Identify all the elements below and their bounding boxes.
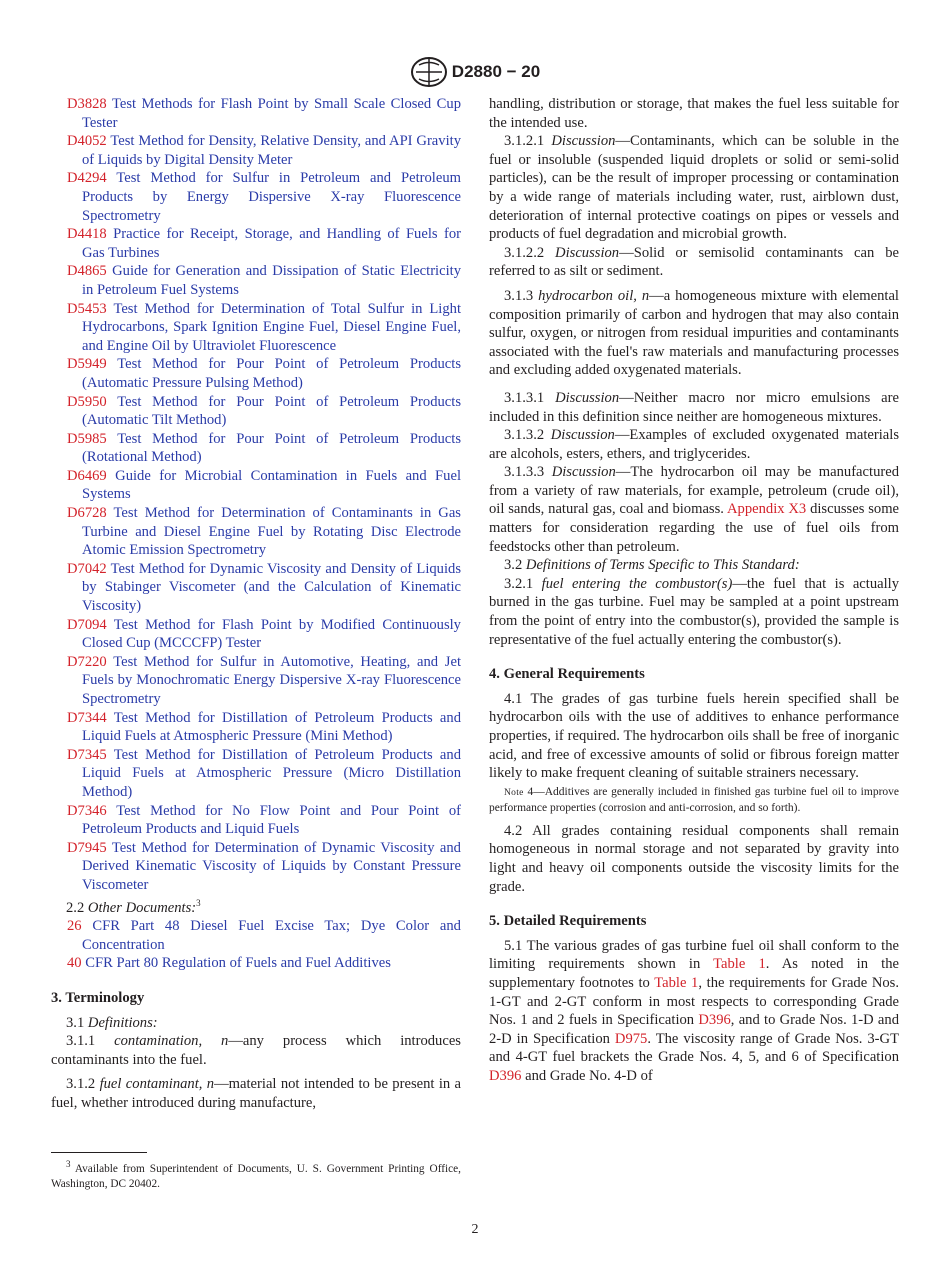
discussion-3-1-3-3	[489, 463, 899, 556]
standard-link[interactable]: D396	[489, 1067, 522, 1084]
discussion-label: Discussion	[555, 244, 620, 261]
reference-code[interactable]: D5985	[67, 430, 107, 447]
section-number: 3.1.2	[66, 1076, 96, 1093]
detailed-requirements-heading: 5. Detailed Requirements	[489, 913, 647, 930]
reference-title[interactable]: Test Method for Flash Point by Modified Continuously Closed Cup (MCCCFP) Tester	[82, 616, 461, 652]
reference-title[interactable]: Test Method for Sulfur in Automotive, Heating, and Jet Fuels by Monochromatic Energy Dispersive X-ray Fluorescence Spectrometry	[82, 653, 461, 707]
reference-item[interactable]	[51, 430, 461, 467]
reference-item[interactable]	[51, 262, 461, 299]
reference-item[interactable]	[51, 300, 461, 356]
discussion-label: Discussion	[555, 389, 620, 406]
other-document-item[interactable]	[51, 954, 461, 973]
discussion-label: Discussion	[550, 427, 615, 444]
section-number: 3.1.3.3	[504, 464, 545, 481]
reference-code[interactable]: D3828	[67, 96, 107, 112]
reference-code[interactable]: D7345	[67, 746, 107, 763]
reference-code[interactable]: D7344	[67, 709, 107, 726]
reference-title[interactable]: Test Method for Sulfur in Petroleum and Petroleum Products by Energy Dispersive X-ray Fluorescence Spectrometry	[82, 170, 461, 224]
term: hydrocarbon oil, n	[538, 287, 650, 304]
references-list	[51, 95, 461, 895]
designation: D2880 − 20	[451, 62, 541, 81]
note-4	[489, 785, 899, 816]
paragraph-text: The grades of gas turbine fuels herein specified shall be hydrocarbon oils with the use of additives to enhance performance properties, if required. The hydrocarbon oils shall be free of inorganic acid, and free of excessive amounts of solid or fibrous foreign matter likely to make frequent cleaning of suitable strainers necessary.	[489, 690, 899, 782]
footnote-mark: 3	[66, 1159, 71, 1170]
reference-item[interactable]	[51, 355, 461, 392]
reference-title[interactable]: CFR Part 80 Regulation of Fuels and Fuel Additives	[85, 955, 391, 972]
paragraph-text: , the requirements for Grade Nos. 1-GT and 2-GT conform in most respects to corresponding Grade Nos. 1 and 2 fuels in Specification	[489, 974, 899, 1029]
right-column	[489, 95, 899, 1086]
reference-item[interactable]	[51, 709, 461, 746]
discussion-text: —Contaminants, which can be soluble in the fuel or insoluble (suspended liquid droplets or solid or semi-solid particles), can be the result of improper processing or contamination by a wide range of materials including water, rust, airblown dust, deterioration of internal protective coatings on pipes or vessels and products of fuel degradation and microbial growth.	[489, 133, 900, 243]
reference-code[interactable]: D4294	[67, 170, 107, 187]
reference-code[interactable]: D6728	[67, 505, 107, 522]
standard-link[interactable]: D975	[614, 1030, 648, 1047]
reference-title[interactable]: Test Method for Determination of Contaminants in Gas Turbine and Diesel Engine Fuel by Rotating Disc Electrode Atomic Emission Spectrometry	[82, 505, 461, 559]
definition-fuel-contaminant	[51, 1075, 461, 1112]
note-number: 4	[527, 785, 534, 798]
section-number: 3.2.1	[504, 575, 534, 592]
reference-item[interactable]	[51, 802, 461, 839]
paragraph-text: . As noted in the supplementary footnotes to	[489, 956, 899, 991]
reference-code[interactable]: D5453	[67, 300, 107, 317]
section-number: 4.1	[504, 690, 523, 707]
reference-item[interactable]	[51, 169, 461, 225]
reference-code[interactable]: D4052	[67, 133, 107, 150]
reference-title[interactable]: Guide for Generation and Dissipation of Static Electricity in Petroleum Fuel Systems	[82, 263, 461, 298]
section-number: 3.2	[504, 557, 523, 574]
left-column	[51, 95, 461, 1112]
discussion-3-1-3-1	[489, 389, 899, 426]
term: contamination, n	[114, 1033, 229, 1050]
discussion-text: —Examples of excluded oxygenated materials are alcohols, esters, ethers, and triglycerides.	[489, 427, 899, 462]
reference-title[interactable]: Test Method for No Flow Point and Pour Point of Petroleum Products and Liquid Fuels	[82, 802, 461, 838]
paragraph-4-2	[489, 822, 899, 896]
reference-title[interactable]: Test Method for Determination of Dynamic Viscosity and Derived Kinematic Viscosity of Liquids by Constant Pressure Viscometer	[82, 839, 461, 893]
reference-item[interactable]	[51, 225, 461, 262]
reference-code[interactable]: D7094	[67, 616, 107, 633]
section-number: 2.2	[66, 899, 85, 916]
section-number: 3.1.3	[504, 287, 534, 304]
page-number: 2	[471, 1222, 479, 1237]
reference-code[interactable]: D5949	[67, 356, 107, 373]
reference-item[interactable]	[51, 746, 461, 802]
reference-item[interactable]	[51, 393, 461, 430]
reference-code[interactable]: D4865	[67, 263, 107, 280]
section-number: 4.2	[504, 822, 523, 839]
definition-text: —a homogeneous mixture with elemental composition primarily of carbon and hydrogen that may also contain sulfur, oxygen, or nitrogen from residual impurities and contaminants associated with the fuel's raw materials and manufacturing processes and excluding added oxygenated materials.	[489, 287, 899, 379]
definitions-heading	[51, 1014, 461, 1033]
general-requirements-heading: 4. General Requirements	[489, 666, 645, 683]
reference-item[interactable]	[51, 504, 461, 560]
paragraph-text: and Grade No. 4-D of	[525, 1067, 653, 1084]
section-number: 3.1.1	[66, 1033, 96, 1050]
reference-item[interactable]	[51, 616, 461, 653]
other-document-item[interactable]	[51, 917, 461, 954]
discussion-label: Discussion	[551, 133, 616, 150]
discussion-label: Discussion	[551, 464, 616, 481]
reference-code[interactable]: D7346	[67, 802, 107, 819]
appendix-link[interactable]: Appendix X3	[726, 501, 807, 518]
discussion-text: discusses some matters for consideration regarding the use of fuel oils from feedstocks other than petroleum.	[489, 501, 900, 555]
section-number: 3.1.3.1	[504, 389, 545, 406]
reference-code[interactable]: D7042	[67, 560, 107, 577]
section-number: 3.1.2.2	[504, 244, 545, 261]
paragraph-4-1	[489, 690, 899, 783]
paragraph-5-1	[489, 937, 899, 1086]
reference-code[interactable]: D7945	[67, 839, 107, 856]
page-header	[0, 56, 950, 88]
definition-text: —the fuel that is actually burned in the gas turbine. Fuel may be sampled at a point upstream from the point of entry into the combustor(s), provided the sample is representative of the fuel actually entering the combustor(s).	[489, 575, 900, 648]
footnote-rule	[51, 1152, 147, 1153]
paragraph-text: All grades containing residual components shall remain homogeneous in normal storage and not separated by gravity into light and heavy oil components outside the viscosity limits for the grade.	[489, 822, 899, 895]
reference-item[interactable]	[51, 653, 461, 709]
reference-title[interactable]: Test Method for Distillation of Petroleum Products and Liquid Fuels at Atmospheric Pressure (Mini Method)	[82, 709, 461, 745]
definition-contamination	[51, 1032, 461, 1069]
section-title: Other Documents:	[87, 899, 197, 916]
reference-item[interactable]	[51, 560, 461, 616]
table-link[interactable]: Table 1	[654, 974, 699, 991]
astm-logo-icon	[410, 56, 448, 88]
section-number: 3.1.3.2	[504, 427, 545, 444]
reference-title[interactable]: Test Method for Pour Point of Petroleum Products (Automatic Pressure Pulsing Method)	[82, 356, 462, 391]
term: fuel entering the combustor(s)	[541, 575, 733, 592]
specific-terms-heading	[489, 556, 899, 575]
paragraph-text: The various grades of gas turbine fuel oil shall conform to the limiting requirements shown in	[489, 937, 899, 973]
reference-code[interactable]: D7220	[67, 653, 107, 670]
standard-link[interactable]: D396	[698, 1012, 731, 1029]
reference-item[interactable]	[51, 132, 461, 169]
footnote-ref: 3	[196, 897, 201, 908]
section-number: 3.1.2.1	[504, 133, 545, 150]
discussion-text: —The hydrocarbon oil may be manufactured from a variety of raw materials, for example, petroleum (crude oil), oil sands, natural gas, coal and biomass.	[489, 464, 899, 518]
reference-title[interactable]: Test Methods for Flash Point by Small Scale Closed Cup Tester	[82, 96, 461, 131]
note-text: —Additives are generally included in finished gas turbine fuel oil to improve performance properties (corrosion and anti-corrosion, and so forth).	[489, 785, 899, 814]
reference-code[interactable]: D4418	[67, 226, 107, 243]
reference-item[interactable]	[51, 839, 461, 895]
reference-code[interactable]: D5950	[67, 393, 107, 410]
section-number: 3.1	[66, 1014, 85, 1031]
definition-hydrocarbon-oil	[489, 287, 899, 380]
reference-title[interactable]: Test Method for Density, Relative Density, and API Gravity of Liquids by Digital Density Meter	[82, 133, 461, 168]
reference-title[interactable]: Test Method for Pour Point of Petroleum Products (Rotational Method)	[82, 430, 462, 466]
definition-text: —any process which introduces contaminants into the fuel.	[51, 1033, 461, 1068]
reference-title[interactable]: Test Method for Determination of Total Sulfur in Light Hydrocarbons, Spark Ignition Engine Fuel, Diesel Engine Fuel, and Engine Oil by Ultraviolet Fluorescence	[82, 300, 461, 354]
reference-code[interactable]: D6469	[67, 467, 107, 484]
terminology-heading: 3. Terminology	[51, 989, 145, 1006]
reference-item[interactable]	[51, 95, 461, 132]
reference-title[interactable]: Test Method for Dynamic Viscosity and Density of Liquids by Stabinger Viscometer (and the Calculation of Kinematic Viscosity)	[82, 560, 461, 615]
reference-title[interactable]: Test Method for Pour Point of Petroleum Products (Automatic Tilt Method)	[82, 393, 462, 429]
discussion-text: —Neither macro nor micro emulsions are included in this definition since neither are homogeneous mixtures.	[489, 389, 899, 425]
paragraph-text: , and to Grade Nos. 1-D and 2-D in Specification	[489, 1012, 899, 1047]
discussion-text: —Solid or semisolid contaminants can be referred to as silt or sediment.	[489, 244, 899, 280]
reference-title[interactable]: Practice for Receipt, Storage, and Handling of Fuels for Gas Turbines	[82, 226, 461, 261]
table-link[interactable]: Table 1	[713, 956, 766, 973]
note-label: Note	[504, 787, 524, 798]
section-title: Definitions:	[87, 1014, 158, 1031]
term: fuel contaminant, n	[99, 1076, 215, 1093]
paragraph-text: . The viscosity range of Grade Nos. 3-GT and 4-GT fuel brackets the Grade Nos. 4, 5, and 6 of Specification	[489, 1030, 899, 1066]
reference-title[interactable]: Guide for Microbial Contamination in Fuels and Fuel Systems	[82, 467, 461, 503]
footnote-text: Available from Superintendent of Documents, U. S. Government Printing Office, Washington, DC 20402.	[51, 1163, 462, 1190]
other-documents-heading	[51, 899, 461, 918]
discussion-3-1-2-1	[489, 132, 899, 244]
definition-continuation: handling, distribution or storage, that makes the fuel less suitable for the intended use.	[489, 96, 899, 131]
section-number: 5.1	[504, 937, 523, 954]
section-title: Definitions of Terms Specific to This Standard:	[525, 557, 800, 574]
reference-code[interactable]: 26	[67, 918, 82, 935]
discussion-3-1-3-2	[489, 426, 899, 463]
footnote	[51, 1159, 462, 1192]
definition-fuel-entering-combustor	[489, 575, 899, 649]
definition-text: —material not intended to be present in a fuel, whether introduced during manufacture,	[51, 1076, 462, 1111]
reference-title[interactable]: CFR Part 48 Diesel Fuel Excise Tax; Dye Color and Concentration	[82, 918, 461, 953]
discussion-3-1-2-2	[489, 244, 899, 281]
reference-item[interactable]	[51, 467, 461, 504]
reference-code[interactable]: 40	[67, 955, 82, 972]
reference-title[interactable]: Test Method for Distillation of Petroleum Products and Liquid Fuels at Atmospheric Pressure (Micro Distillation Method)	[82, 746, 461, 800]
